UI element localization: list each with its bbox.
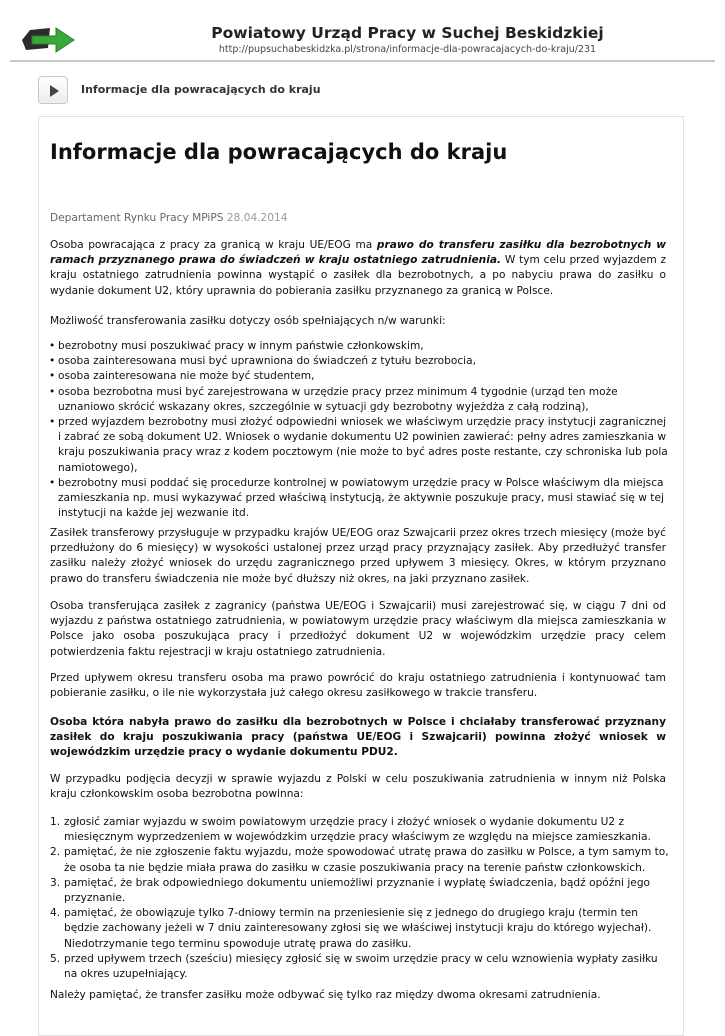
intro-text-start: Osoba powracająca z pracy za granicą w kraju UE/EOG ma <box>50 239 377 251</box>
intro-text-emphasis: prawo do transferu zasiłku dla bezrobotnych w ramach przyznanego prawa do świadczeń w kraju ostatniego zatrudnienia. <box>50 239 666 267</box>
paragraph-return: Przed upływem okresu transferu osoba ma prawo powrócić do kraju ostatniego zatrudnienia i kontynuować tam pobieranie zasiłku, o ile nie wykorzystała już całego okresu zasiłkowego w trakcie transferu. <box>50 672 666 700</box>
list-item: 3. pamiętać, że brak odpowiedniego dokumentu uniemożliwi przyznanie i wypłatę świadczenia, bądź opóźni jego przyznanie. <box>50 876 651 905</box>
list-item: • przed wyjazdem bezrobotny musi złożyć odpowiedni wniosek we właściwym urzędzie pracy instytucji zagranicznej i zabrać ze sobą dokument U2. Wniosek o wydanie dokumentu U2 powinien zawierać: pełny adres zamieszkania w kraju poszukiwania pracy wraz z kodem pocztowym (nie może to być adres poste restante, czy schroniska lub pola namiotowego), <box>50 415 670 476</box>
steps-list <box>50 815 670 982</box>
breadcrumb <box>38 76 705 106</box>
breadcrumb-button[interactable] <box>38 76 68 104</box>
intro-text-end: W tym celu przed wyjazdem z kraju ostatniego zatrudnienia powinna wystąpić o zasiłek dla bezrobotnych, a po nabyciu prawa do zasiłku o wydanie dokument U2, który uprawnia do pobierania zasiłku przyznanego za granicą w Polsce. <box>50 254 667 297</box>
site-url[interactable]: http://pupsuchabeskidzka.pl/strona/informacje-dla-powracajacych-do-kraju/231 <box>218 44 597 55</box>
list-item: 2. pamiętać, że nie zgłoszenie faktu wyjazdu, może spowodować utratę prawa do zasiłku w Polsce, a tym samym to, że osoba ta nie będzie miała prawa do zasiłku w czasie poszukiwania pracy na terenie państw członkowskich. <box>50 846 669 874</box>
paragraph-registration: Osoba transferująca zasiłek z zagranicy (państwa UE/EOG i Szwajcarii) musi zarejestrować się, w ciągu 7 dni od wyjazdu z państwa ostatniego zatrudnienia, w powiatowym urzędzie pracy właściwym dla miejsca zamieszkania w Polsce jako osoba poszukująca pracy i przedłożyć dokument U2 w wojewódzkim urzędzie pracy celem potwierdzenia faktu rejestracji w kraju ostatniego zatrudnienia. <box>50 600 666 658</box>
article-meta <box>50 212 288 224</box>
list-item: • osoba bezrobotna musi być zarejestrowana w urzędzie pracy przez minimum 4 tygodnie (urząd ten może uznaniowo skrócić wskazany okres, szczególnie w sytuacji gdy bezrobotny wyjeżdża z całą rodziną), <box>50 385 670 415</box>
site-title: Powiatowy Urząd Pracy w Suchej Beskidzkiej <box>211 24 604 42</box>
list-item: 5. przed upływem trzech (sześciu) miesięcy zgłosić się w swoim urzędzie pracy w celu wznowienia wypłaty zasiłku na okres uzupełniający. <box>50 952 658 981</box>
list-item: • osoba zainteresowana musi być uprawniona do świadczeń z tytułu bezrobocia, <box>50 354 670 369</box>
paragraph-departure: W przypadku podjęcia decyzji w sprawie wyjazdu z Polski w celu poszukiwania zatrudnienia w innym niż Polska kraju członkowskim osoba bezrobotna powinna: <box>50 773 666 801</box>
list-item: 4. pamiętać, że obowiązuje tylko 7-dniowy termin na przeniesienie się z jednego do drugiego kraju (termin ten będzie zachowany jeżeli w 7 dniu zainteresowany zgłosi się we właściwej instytucji kraju do którego wyjechał). Niedotrzymanie tego terminu spowoduje utratę prawa do zasiłku. <box>50 907 652 950</box>
green-arrow-logo-icon[interactable] <box>20 18 78 58</box>
list-item: • bezrobotny musi poszukiwać pracy w innym państwie członkowskim, <box>50 339 670 354</box>
list-item: • bezrobotny musi poddać się procedurze kontrolnej w powiatowym urzędzie pracy w Polsce właściwym dla miejsca zamieszkania np. musi wykazywać przed właściwą instytucją, że aktywnie poszukuje pracy, musi stawiać się w tej instytucji na każde jej wezwanie itd. <box>50 476 670 522</box>
paragraph-pdu2: Osoba która nabyła prawo do zasiłku dla bezrobotnych w Polsce i chciałaby transferować przyznany zasiłek do kraju poszukiwania pracy (państwa UE/EOG i Szwajcarii) powinna złożyć wniosek w wojewódzkim urzędzie pracy o wydanie dokumentu PDU2. <box>50 716 666 759</box>
list-item: 1. zgłosić zamiar wyjazdu w swoim powiatowym urzędzie pracy i złożyć wniosek o wydanie dokumentu U2 z miesięcznym wyprzedzeniem w wojewódzkim urzędzie pracy właściwym ze względu na miejsce zamieszkania. <box>50 816 651 844</box>
conditions-list <box>50 339 670 521</box>
article-date: 28.04.2014 <box>226 212 288 224</box>
paragraph-transfer-period: Zasiłek transferowy przysługuje w przypadku krajów UE/EOG oraz Szwajcarii przez okres trzech miesięcy (może być przedłużony do 6 miesięcy) w wysokości ustalonej przez urząd pracy przyznający zasiłek. Aby przedłużyć transfer zasiłku należy złożyć wniosek do urzędu zagranicznego przed upływem 3 miesięcy. Okres, w którym przyznano prawo do transferu świadczenia nie może być dłuższy niż okres, na jaki przyznano zasiłek. <box>50 527 666 585</box>
paragraph-final-note: Należy pamiętać, że transfer zasiłku może odbywać się tylko raz między dwoma okresami zatrudnienia. <box>50 989 601 1001</box>
paragraph-conditions-intro: Możliwość transferowania zasiłku dotyczy osób spełniających n/w warunki: <box>50 315 446 327</box>
page-title: Informacje dla powracających do kraju <box>50 140 508 164</box>
play-arrow-icon <box>47 84 61 98</box>
header-divider <box>10 60 715 62</box>
list-item: • osoba zainteresowana nie może być studentem, <box>50 369 670 384</box>
site-header <box>0 0 725 62</box>
breadcrumb-label[interactable]: Informacje dla powracających do kraju <box>81 83 321 96</box>
article-author: Departament Rynku Pracy MPiPS <box>50 212 224 224</box>
paragraph-intro <box>50 238 666 299</box>
